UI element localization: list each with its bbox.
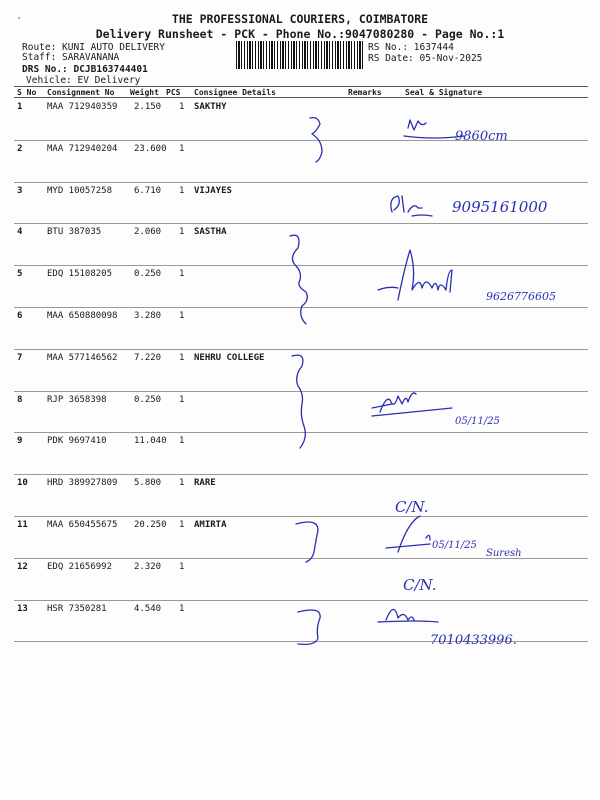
row-consignment-no: MAA 650455675: [47, 520, 118, 530]
row-sno: 2: [17, 143, 23, 154]
ink-signature: [391, 196, 432, 216]
row-sno: 8: [17, 394, 23, 405]
row-consignment-no: EDQ 21656992: [47, 561, 113, 572]
col-remarks-header: Remarks: [348, 88, 382, 97]
row-sno: 9: [17, 436, 23, 447]
row-divider: [14, 307, 588, 308]
row-consignment-no: HRD 389927809: [47, 478, 118, 489]
row-consignment-no: EDQ 15108205: [47, 269, 113, 280]
row-consignee: SASTHA: [194, 227, 227, 238]
col-consignment-header: Consignment No: [47, 88, 115, 97]
row-consignment-no: BTU 387035: [47, 227, 102, 238]
row-sno: 5: [17, 269, 23, 280]
row-weight: 0.250: [134, 269, 162, 280]
row-divider: [14, 516, 588, 517]
col-consignee-header: Consignee Details: [194, 88, 276, 97]
row-pcs: 1: [179, 436, 185, 447]
row-weight: 7.220: [134, 352, 162, 363]
row-pcs: 1: [179, 561, 185, 572]
ink-text: C/N.: [403, 576, 437, 594]
row-consignee: VIJAYES: [194, 185, 232, 196]
ink-bracket: [292, 355, 305, 448]
vehicle-text: Vehicle: EV Delivery: [26, 75, 141, 86]
ink-text: 05/11/25: [455, 416, 500, 427]
row-weight: 11.040: [134, 436, 167, 447]
ink-text: 05/11/25: [432, 540, 477, 551]
table-top-rule: [14, 86, 588, 87]
route-text: Route: KUNI AUTO DELIVERY: [22, 42, 165, 53]
row-weight: 20.250: [134, 520, 167, 530]
row-sno: 3: [17, 185, 23, 196]
row-consignment-no: MAA 712940204: [47, 143, 118, 154]
ink-bracket: [298, 610, 320, 644]
row-divider: [14, 182, 588, 183]
row-sno: 13: [17, 603, 28, 614]
ink-signature: [372, 393, 452, 416]
drs-number: DRS No.: DCJB163744401: [22, 64, 148, 75]
row-weight: 23.600: [134, 143, 167, 154]
ink-signature: [378, 250, 452, 300]
row-pcs: 1: [179, 520, 185, 530]
row-divider: [14, 641, 588, 642]
row-sno: 6: [17, 311, 23, 321]
rs-date: RS Date: 05-Nov-2025: [368, 53, 483, 64]
staff-text: Staff: SARAVANANA: [22, 52, 120, 63]
row-consignment-no: HSR 7350281: [47, 603, 107, 614]
row-consignment-no: MAA 650880098: [47, 311, 118, 321]
row-divider: [14, 474, 588, 475]
ink-signature: [386, 516, 430, 552]
row-consignee: RARE: [194, 478, 216, 489]
row-pcs: 1: [179, 269, 185, 280]
row-sno: 7: [17, 352, 23, 363]
row-consignment-no: PDK 9697410: [47, 436, 107, 447]
header-rule: [14, 97, 588, 98]
rs-number: RS No.: 1637444: [368, 42, 454, 53]
row-pcs: 1: [179, 102, 185, 112]
scan-mark: ⸗: [18, 14, 21, 22]
ink-text: 9095161000: [452, 198, 548, 216]
row-sno: 4: [17, 227, 23, 238]
row-sno: 1: [17, 102, 23, 112]
row-weight: 2.320: [134, 561, 162, 572]
row-sno: 11: [17, 520, 28, 530]
row-pcs: 1: [179, 143, 185, 154]
col-seal-header: Seal & Signature: [405, 88, 483, 97]
barcode: [236, 41, 364, 69]
company-title: THE PROFESSIONAL COURIERS, COIMBATORE: [171, 12, 429, 26]
row-weight: 6.710: [134, 185, 162, 196]
ink-bracket: [296, 522, 318, 562]
ink-bracket: [290, 235, 307, 324]
row-consignee: AMIRTA: [194, 520, 227, 530]
ink-signature: [378, 609, 438, 622]
row-divider: [14, 349, 588, 350]
ink-text: C/N.: [395, 498, 429, 516]
row-weight: 2.150: [134, 102, 162, 112]
row-divider: [14, 265, 588, 266]
row-weight: 2.060: [134, 227, 162, 238]
row-divider: [14, 558, 588, 559]
row-sno: 12: [17, 561, 28, 572]
row-pcs: 1: [179, 311, 185, 321]
row-divider: [14, 391, 588, 392]
row-consignee: SAKTHY: [194, 102, 227, 112]
row-pcs: 1: [179, 394, 185, 405]
row-divider: [14, 140, 588, 141]
col-weight-header: Weight: [130, 88, 159, 97]
row-divider: [14, 600, 588, 601]
row-consignment-no: MAA 712940359: [47, 102, 118, 112]
row-consignment-no: RJP 3658398: [47, 394, 107, 405]
ink-text: 9860cm: [455, 129, 508, 144]
ink-text: 7010433996.: [430, 633, 517, 648]
row-weight: 5.800: [134, 478, 162, 489]
row-pcs: 1: [179, 478, 185, 489]
row-weight: 0.250: [134, 394, 162, 405]
row-weight: 4.540: [134, 603, 162, 614]
row-divider: [14, 223, 588, 224]
row-pcs: 1: [179, 603, 185, 614]
row-pcs: 1: [179, 185, 185, 196]
row-consignment-no: MYD 10057258: [47, 185, 113, 196]
ink-text: 9626776605: [486, 290, 556, 303]
row-pcs: 1: [179, 352, 185, 363]
col-pcs-header: PCS: [166, 88, 181, 97]
col-sno-header: S No: [17, 88, 37, 97]
runsheet-title: Delivery Runsheet - PCK - Phone No.:9047080280 - Page No.:1: [95, 27, 505, 41]
row-sno: 10: [17, 478, 28, 489]
row-pcs: 1: [179, 227, 185, 238]
ink-signature: [404, 120, 464, 138]
row-consignment-no: MAA 577146562: [47, 352, 118, 363]
ink-text: Suresh: [486, 548, 522, 559]
row-consignee: NEHRU COLLEGE: [194, 352, 265, 363]
row-divider: [14, 432, 588, 433]
row-weight: 3.280: [134, 311, 162, 321]
